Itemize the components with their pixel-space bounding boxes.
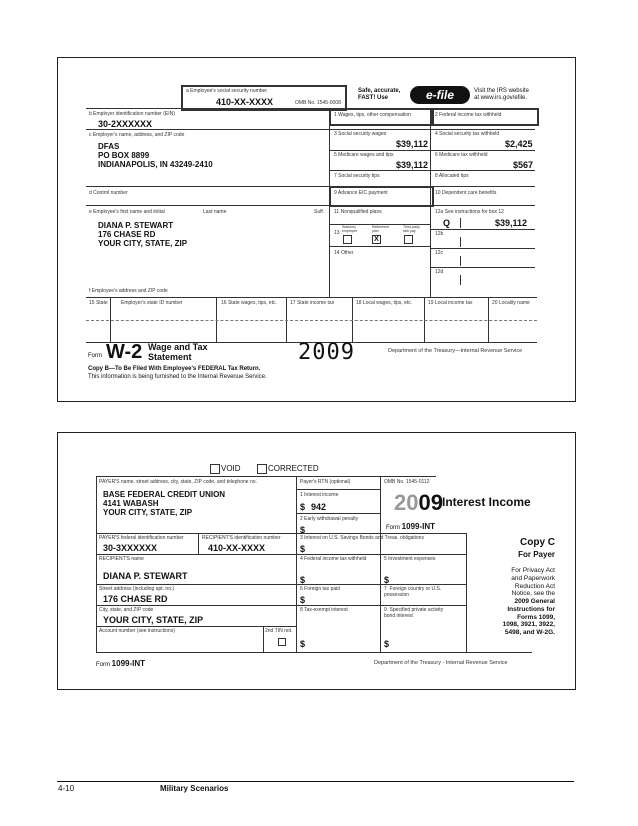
f1099-form-panel <box>57 432 576 690</box>
f1099-box3-dollar: $ <box>300 544 306 554</box>
f1099-line <box>296 513 380 514</box>
w2-line <box>460 218 461 228</box>
w2-suff-label: Suff. <box>314 209 325 215</box>
f1099-recip-tin-label: RECIPIENT'S identification number <box>202 535 281 541</box>
w2-lastname-label: Last name <box>203 209 227 215</box>
third-party-sick-pay-checkbox[interactable] <box>404 235 413 244</box>
w2-employee-label: e Employee's first name and initial <box>89 209 165 215</box>
w2-box12a-code: Q <box>443 218 451 228</box>
w2-box2-label: 2 Federal income tax withheld <box>435 112 502 118</box>
retirement-plan-checkbox[interactable]: X <box>372 235 381 244</box>
w2-line <box>460 275 461 285</box>
w2-form-name: W-2 <box>106 341 143 363</box>
f1099-line <box>296 476 297 652</box>
f1099-box1-label: 1 Interest income <box>300 492 339 498</box>
w2-copy-b: Copy B—To Be Filed With Employee's FEDERAL Tax Return. <box>88 366 261 372</box>
w2-box13-statutory: Statutory employee <box>342 225 358 233</box>
w2-employer-value: DFAS PO BOX 8899 INDIANAPOLIS, IN 43249-2410 <box>98 142 213 170</box>
f1099-box1-dollar: $ <box>300 502 306 512</box>
second-tin-notice-checkbox[interactable] <box>278 638 286 646</box>
w2-box1-label: 1 Wages, tips, other compensation <box>334 112 411 118</box>
w2-box12a-label: 12a See instructions for box 12 <box>435 209 504 215</box>
f1099-box4-label: 4 Federal income tax withheld <box>300 556 367 562</box>
f1099-year-suffix: 09 <box>418 490 443 515</box>
f1099-corrected-label: CORRECTED <box>268 464 319 473</box>
f1099-recip-tin-value: 410-XX-XXXX <box>208 543 266 553</box>
w2-box13-retirement: Retirement plan <box>372 225 390 233</box>
w2-box19-label: 19 Local income tax <box>428 300 473 306</box>
f1099-box8-label: 8 Tax-exempt interest <box>300 607 348 613</box>
w2-employee-value: DIANA P. STEWART 176 CHASE RD YOUR CITY, STATE, ZIP <box>98 221 188 249</box>
w2-line <box>430 267 535 268</box>
w2-copy-b-note: This information is being furnished to the Internal Revenue Service. <box>88 374 267 380</box>
w2-box12d-label: 12d <box>435 269 444 275</box>
w2-box5-label: 5 Medicare wages and tips <box>334 152 394 158</box>
f1099-box2-label: 2 Early withdrawal penalty <box>300 516 359 522</box>
f1099-payer-value: BASE FEDERAL CREDIT UNION 4141 WABASH YOUR CITY, STATE, ZIP <box>103 490 226 518</box>
f1099-account-label: Account number (see instructions) <box>99 628 175 634</box>
w2-line <box>86 297 537 298</box>
w2-line <box>460 256 461 266</box>
footer-rule <box>57 781 574 782</box>
f1099-city-value: YOUR CITY, STATE, ZIP <box>103 615 204 625</box>
w2-line <box>329 150 535 151</box>
f1099-payer-tin-value: 30-3XXXXXX <box>103 543 158 553</box>
w2-employee-addr-label: f Employee's address and ZIP code <box>89 288 168 294</box>
f1099-line <box>96 652 532 653</box>
w2-box12c-label: 12c <box>435 250 444 256</box>
f1099-box5-label: 5 Investment expenses <box>384 556 436 562</box>
w2-line <box>329 129 535 130</box>
w2-line <box>86 129 329 130</box>
f1099-rtn-label: Payer's RTN (optional) <box>300 479 351 485</box>
w2-box8-label: 8 Allocated tips <box>435 173 469 179</box>
w2-dashed-line <box>86 320 537 321</box>
statutory-employee-checkbox[interactable] <box>343 235 352 244</box>
footer-title: Military Scenarios <box>160 784 229 793</box>
w2-line <box>430 229 535 230</box>
footer-page-number: 4-10 <box>58 784 75 793</box>
f1099-line <box>96 626 296 627</box>
w2-box4-label: 4 Social security tax withheld <box>435 131 500 137</box>
efile-logo: e-file <box>410 86 470 104</box>
f1099-line <box>466 533 467 652</box>
w2-box20-label: 20 Locality name <box>492 300 530 306</box>
f1099-footer-word: Form <box>96 662 110 668</box>
f1099-year <box>394 490 443 516</box>
w2-omb: OMB No. 1545-0008 <box>295 100 341 106</box>
f1099-box1-value: 942 <box>311 502 327 512</box>
w2-form-title: Wage and Tax Statement <box>148 342 208 363</box>
w2-form-panel <box>57 57 576 402</box>
void-checkbox[interactable] <box>210 464 220 474</box>
f1099-box2-dollar: $ <box>300 525 306 535</box>
corrected-checkbox[interactable] <box>257 464 267 474</box>
w2-line <box>430 248 535 249</box>
w2-ssn-label: a Employee's social security number <box>186 88 267 94</box>
f1099-line <box>380 476 381 652</box>
w2-box6-label: 6 Medicare tax withheld <box>435 152 488 158</box>
w2-ssn-value: 410-XX-XXXX <box>216 97 274 107</box>
f1099-omb: OMB No. 1545-0112 <box>384 479 430 485</box>
f1099-box6-dollar: $ <box>300 595 306 605</box>
w2-employer-label: c Employer's name, address, and ZIP code <box>89 132 185 138</box>
w2-line <box>329 246 430 247</box>
w2-dept: Department of the Treasury—Internal Revenue Service <box>388 348 523 354</box>
f1099-box5-dollar: $ <box>384 575 390 585</box>
f1099-form-line <box>386 522 435 531</box>
f1099-void-label: VOID <box>221 464 241 473</box>
f1099-box8-dollar: $ <box>300 639 306 649</box>
f1099-line <box>296 489 380 490</box>
w2-box17-label: 17 State income tax <box>290 300 335 306</box>
w2-box9-label: 9 Advance EIC payment <box>334 190 388 196</box>
f1099-recipient-name-label: RECIPIENT'S name <box>99 556 144 562</box>
f1099-title: Interest Income <box>442 495 531 509</box>
f1099-city-label: City, state, and ZIP code <box>99 607 154 613</box>
f1099-for-payer: For Payer <box>518 550 555 559</box>
f1099-copy-c: Copy C <box>520 537 555 548</box>
w2-line <box>86 205 329 206</box>
w2-box12a-value: $39,112 <box>495 218 528 228</box>
w2-form-word: Form <box>88 353 102 359</box>
w2-box4-value: $2,425 <box>505 139 533 149</box>
w2-box14-label: 14 Other <box>334 250 354 256</box>
f1099-box9-dollar: $ <box>384 639 390 649</box>
w2-line <box>460 237 461 247</box>
f1099-street-label: Street address (including apt. no.) <box>99 586 175 592</box>
w2-box5-value: $39,112 <box>396 160 429 170</box>
w2-box7-label: 7 Social security tips <box>334 173 380 179</box>
f1099-footer-form <box>96 659 145 668</box>
f1099-line <box>198 533 199 554</box>
f1099-footer-name: 1099-INT <box>111 659 146 668</box>
w2-box13-label: 13 <box>334 230 340 236</box>
f1099-box9-label: 9 Specified private activity bond interest <box>384 607 444 619</box>
f1099-line <box>263 626 264 652</box>
w2-box12b-label: 12b <box>435 231 444 237</box>
f1099-payer-tin-label: PAYER'S federal identification number <box>99 535 184 541</box>
w2-box16-label: 16 State wages, tips, etc. <box>221 300 277 306</box>
w2-box6-value: $567 <box>513 160 534 170</box>
w2-box11-label: 11 Nonqualified plans <box>334 209 382 215</box>
f1099-box6-label: 6 Foreign tax paid <box>300 586 341 592</box>
w2-box15b-label: Employer's state ID number <box>121 300 183 306</box>
w2-line <box>329 205 535 206</box>
f1099-privacy-notice: For Privacy Act and Paperwork Reduction Act Notice, see the <box>511 567 555 598</box>
f1099-form-word: Form <box>386 525 400 531</box>
w2-safe-text: Safe, accurate, FAST! Use <box>358 88 401 102</box>
f1099-form-name: 1099-INT <box>401 522 436 531</box>
w2-box3-label: 3 Social security wages <box>334 131 387 137</box>
f1099-street-value: 176 CHASE RD <box>103 594 168 604</box>
f1099-line <box>96 554 466 555</box>
f1099-line <box>96 533 466 534</box>
f1099-dept: Department of the Treasury - Internal Revenue Service <box>374 660 508 666</box>
w2-year: 2009 <box>298 340 355 365</box>
w2-irs-visit: Visit the IRS website at www.irs.gov/efile. <box>474 88 529 102</box>
w2-box3-value: $39,112 <box>396 139 429 149</box>
w2-box10-label: 10 Dependent care benefits <box>435 190 497 196</box>
w2-box15-label: 15 State <box>89 300 108 306</box>
f1099-tin2-label: 2nd TIN not. <box>265 628 293 634</box>
w2-box18-label: 18 Local wages, tips, etc. <box>356 300 413 306</box>
f1099-box4-dollar: $ <box>300 575 306 585</box>
w2-line <box>86 186 329 187</box>
w2-box13-thirdparty: Third-party sick pay <box>403 225 420 233</box>
w2-control-label: d Control number <box>89 190 128 196</box>
f1099-line <box>96 584 466 585</box>
f1099-line <box>96 605 466 606</box>
f1099-general-instructions: 2009 General Instructions for Forms 1099, 1098, 3921, 3922, 5498, and W-2G. <box>502 598 555 637</box>
w2-ein-label: b Employer identification number (EIN) <box>89 111 175 117</box>
f1099-year-prefix: 20 <box>394 490 419 515</box>
f1099-box7-label: 7 Foreign country or U.S. possession <box>384 586 442 598</box>
f1099-payer-label: PAYER'S name, street address, city, state, ZIP code, and telephone no. <box>99 479 257 485</box>
f1099-recipient-name-value: DIANA P. STEWART <box>103 571 188 581</box>
w2-line <box>329 170 535 171</box>
f1099-line <box>96 476 436 477</box>
f1099-box3-label: 3 Interest on U.S. Savings Bonds and Treas. obligations <box>300 535 424 541</box>
w2-ein-value: 30-2XXXXXX <box>98 119 153 129</box>
